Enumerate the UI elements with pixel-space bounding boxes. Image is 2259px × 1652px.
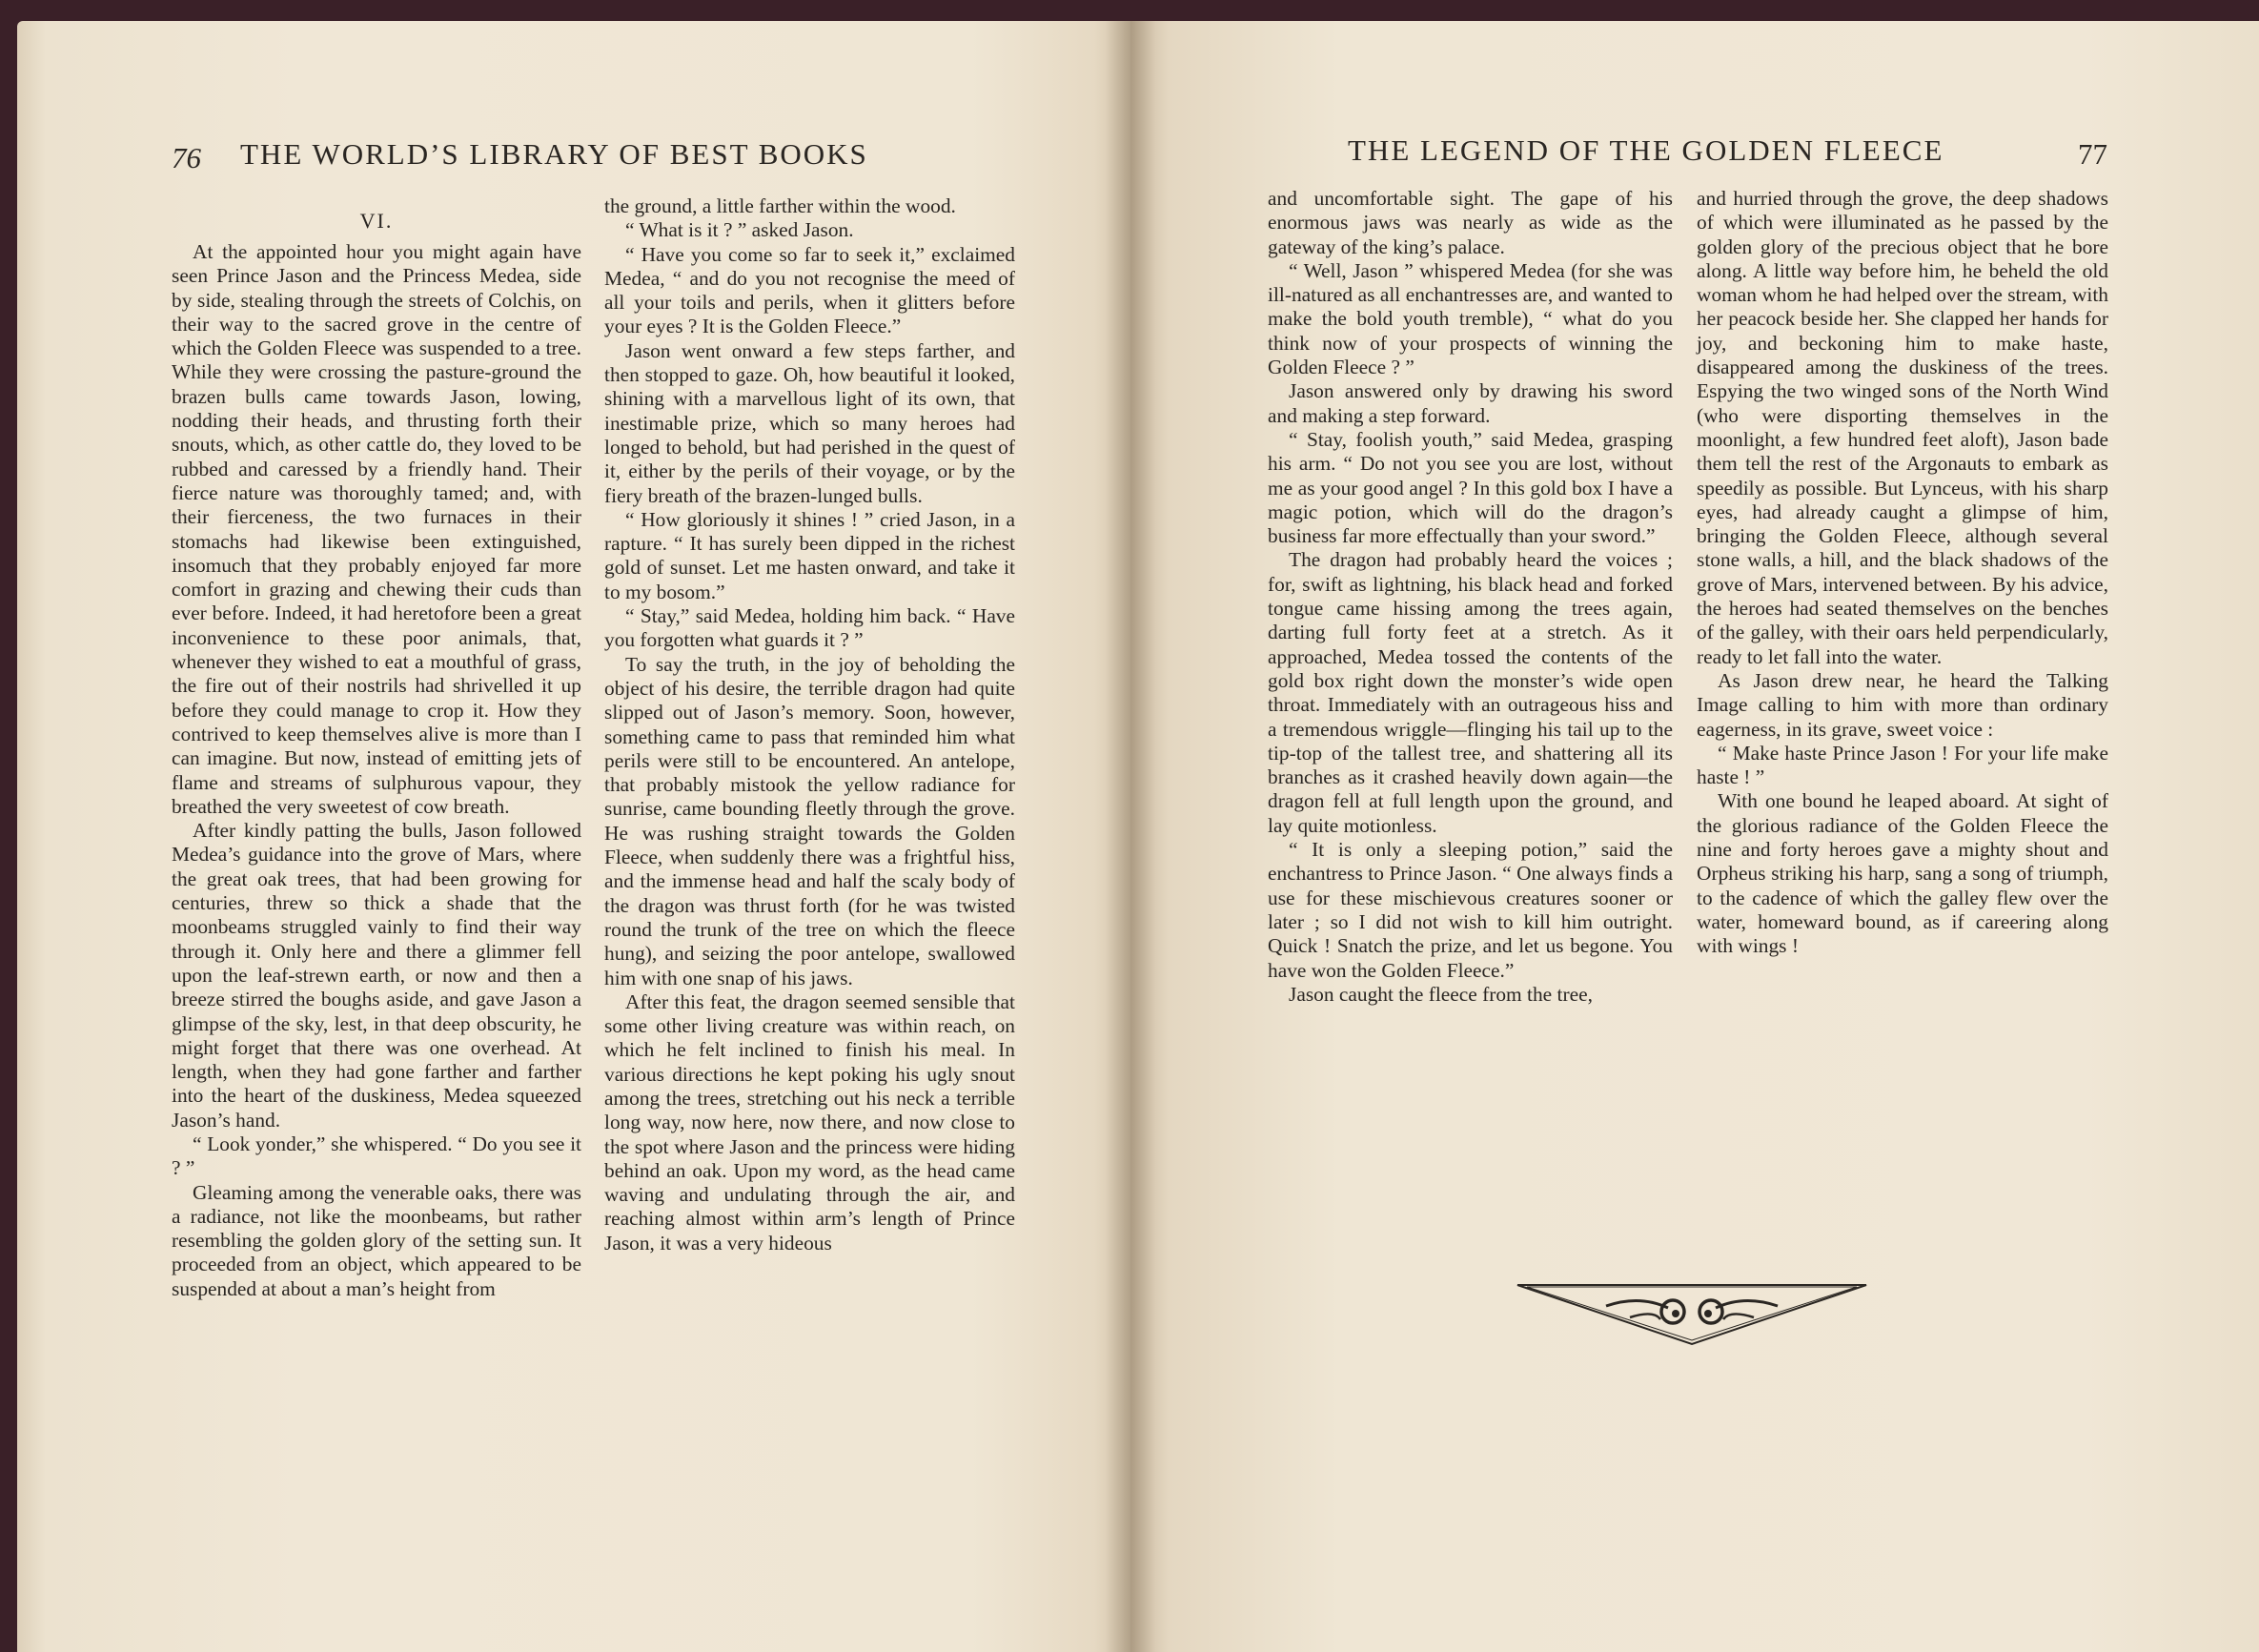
paragraph: “ How gloriously it shines ! ” cried Jason, in a rapture. “ It has surely been dipped in the richest gold of sunset. Let me hasten onward, and take it to my bosom.” (604, 507, 1015, 603)
paragraph: “ Stay,” said Medea, holding him back. “ Have you forgotten what guards it ? ” (604, 604, 1015, 652)
tailpiece-ornament-icon (1516, 1277, 1868, 1346)
paragraph: The dragon had probably heard the voices ; for, swift as lightning, his black head and forked tongue came hissing among the trees again, darting full forty feet at a stretch. As it approached, Medea tossed the contents of the gold box right down the monster’s wide open throat. Immediately with an outrageous hiss and a tremendous wriggle—flinging his tail up to the tip-top of the tallest tree, and shattering all its branches as it crashed heavily down again—the dragon fell at full length upon the ground, and lay quite motionless. (1268, 548, 1673, 837)
paragraph: Jason went onward a few steps farther, and then stopped to gaze. Oh, how beautiful it looked, shining with a marvellous light of its own, that inestimable prize, which so many heroes had longed to behold, but had perished in the quest of it, either by the perils of their voyage, or by the fiery breath of the brazen-lunged bulls. (604, 338, 1015, 507)
paragraph: “ What is it ? ” asked Jason. (625, 218, 854, 242)
paragraph: Jason caught the fleece from the tree, (1289, 982, 1593, 1006)
paragraph: “ Make haste Prince Jason ! For your life make haste ! ” (1697, 741, 2108, 789)
paragraph: “ Have you come so far to seek it,” exclaimed Medea, “ and do you not recognise the meed of all your toils and perils, when it glitters before your eyes ? It is the Golden Fleece.” (604, 242, 1015, 338)
paragraph: After this feat, the dragon seemed sensible that some other living creature was within reach, on which he felt inclined to finish his meal. In various directions he kept poking his ugly snout among the trees, stretching out his neck a terrible long way, now here, now there, and now close to the spot where Jason and the princess were hiding behind an oak. Upon my word, as the head came waving and undulating through the air, and reaching almost within arm’s length of Prince Jason, it was a very hideous (604, 989, 1015, 1254)
paragraph: and hurried through the grove, the deep shadows of which were illuminated as he passed by the golden glory of the precious object that he bore along. A little way before him, he beheld the old woman whom he had helped over the stream, with her peacock beside her. She clapped her hands for joy, and beckoning him to make haste, disappeared among the duskiness of the trees. Espying the two winged sons of the North Wind (who were disporting themselves in the moonlight, a few hundred feet aloft), Jason bade them tell the rest of the Argonauts to embark as speedily as possible. But Lynceus, with his sharp eyes, had already caught a glimpse of him, bringing the Golden Fleece, although several stone walls, a hill, and the black shadows of the grove of Mars, intervened between. By his advice, the heroes had seated themselves on the benches of the galley, with their oars held perpendicularly, ready to let fall into the water. (1697, 187, 2108, 668)
right-running-head: THE LEGEND OF THE GOLDEN FLEECE (1348, 133, 1944, 167)
paragraph: At the appointed hour you might again have seen Prince Jason and the Princess Medea, side by side, stealing through the streets of Colchis, on their way to the sacred grove in the centre of which the Golden Fleece was suspended to a tree. While they were crossing the pasture-ground the brazen bulls came towards Jason, lowing, nodding their heads, and thrusting forth their snouts, which, as other cattle do, they loved to be rubbed and caressed by a friendly hand. Their fierce nature was thoroughly tamed; and, with their fierceness, the two furnaces in their stomachs had likewise been extinguished, insomuch that they probably enjoyed far more comfort in grazing and chewing their cuds than ever before. Indeed, it had heretofore been a great inconvenience to these poor animals, that, whenever they wished to eat a mouthful of grass, the fire out of their nostrils had shrivelled it up before they could manage to crop it. How they contrived to keep themselves alive is more than I can imagine. But now, instead of emitting jets of flame and streams of sulphurous vapour, they breathed the very sweetest of cow breath. (172, 240, 581, 818)
paragraph: and uncomfortable sight. The gape of his enormous jaws was nearly as wide as the gateway of the king’s palace. (1268, 187, 1673, 258)
paragraph: “ Look yonder,” she whispered. “ Do you see it ? ” (172, 1132, 581, 1180)
paragraph: To say the truth, in the joy of beholding the object of his desire, the terrible dragon had quite slipped out of Jason’s memory. Soon, however, something came to pass that reminded him what perils were still to be encountered. An antelope, that probably mistook the yellow radiance for sunrise, came bounding fleetly through the grove. He was rushing straight towards the Golden Fleece, when suddenly there was a frightful hiss, and the immense head and half the scaly body of the dragon was thrust forth (for he was twisted round the trunk of the tree on which the fleece hung), and seizing the poor antelope, swallowed him with one snap of his jaws. (604, 652, 1015, 989)
paragraph: “ Stay, foolish youth,” said Medea, grasping his arm. “ Do not you see you are lost, without me as your good angel ? In this gold box I have a magic potion, which will do the dragon’s business far more effectually than your sword.” (1268, 427, 1673, 548)
right-page-number: 77 (2078, 137, 2107, 171)
paragraph: With one bound he leaped aboard. At sight of the glorious radiance of the Golden Fleece the nine and forty heroes gave a mighty shout and Orpheus striking his harp, sang a song of triumph, to the cadence of which the galley flew over the water, homeward bound, as if careering along with wings ! (1697, 789, 2108, 958)
left-page-column-2 (604, 194, 1015, 1255)
left-running-head: THE WORLD’S LIBRARY OF BEST BOOKS (240, 137, 868, 171)
right-page-column-2 (1697, 187, 2108, 959)
book-gutter (1106, 21, 1155, 1652)
paragraph: After kindly patting the bulls, Jason followed Medea’s guidance into the grove of Mars, where the great oak trees, that had been growing for centuries, threw so thick a shade that the moonbeams struggled vainly to find their way through it. Only here and there a glimmer fell upon the leaf-strewn earth, or now and then a breeze stirred the boughs aside, and gave Jason a glimpse of the sky, lest, in that deep obscurity, he might forget that there was one overhead. At length, when they had gone farther and farther into the heart of the duskiness, Medea squeezed Jason’s hand. (172, 819, 581, 1132)
right-page-column-1 (1268, 187, 1673, 1007)
paragraph: Jason answered only by drawing his sword and making a step forward. (1268, 379, 1673, 427)
left-page-number: 76 (172, 141, 201, 174)
left-page-column-1 (172, 208, 581, 1301)
paragraph: “ It is only a sleeping potion,” said the enchantress to Prince Jason. “ One always finds a use for these mischievous creatures sooner or later ; so I did not wish to kill him outright. Quick ! Snatch the prize, and let us begone. You have won the Golden Fleece.” (1268, 838, 1673, 982)
paragraph: Gleaming among the venerable oaks, there was a radiance, not like the moonbeams, but rather resembling the golden glory of the setting sun. It proceeded from an object, which appeared to be suspended at about a man’s height from (172, 1180, 581, 1300)
paragraph: the ground, a little farther within the wood. (604, 194, 956, 217)
paragraph: As Jason drew near, he heard the Talking Image calling to him with more than ordinary eagerness, in its grave, sweet voice : (1697, 668, 2108, 741)
paragraph: “ Well, Jason ” whispered Medea (for she was ill-natured as all enchantresses are, and wanted to make the bold youth tremble), “ what do you think now of your prospects of winning the Golden Fleece ? ” (1268, 258, 1673, 379)
section-heading: VI. (359, 209, 394, 233)
